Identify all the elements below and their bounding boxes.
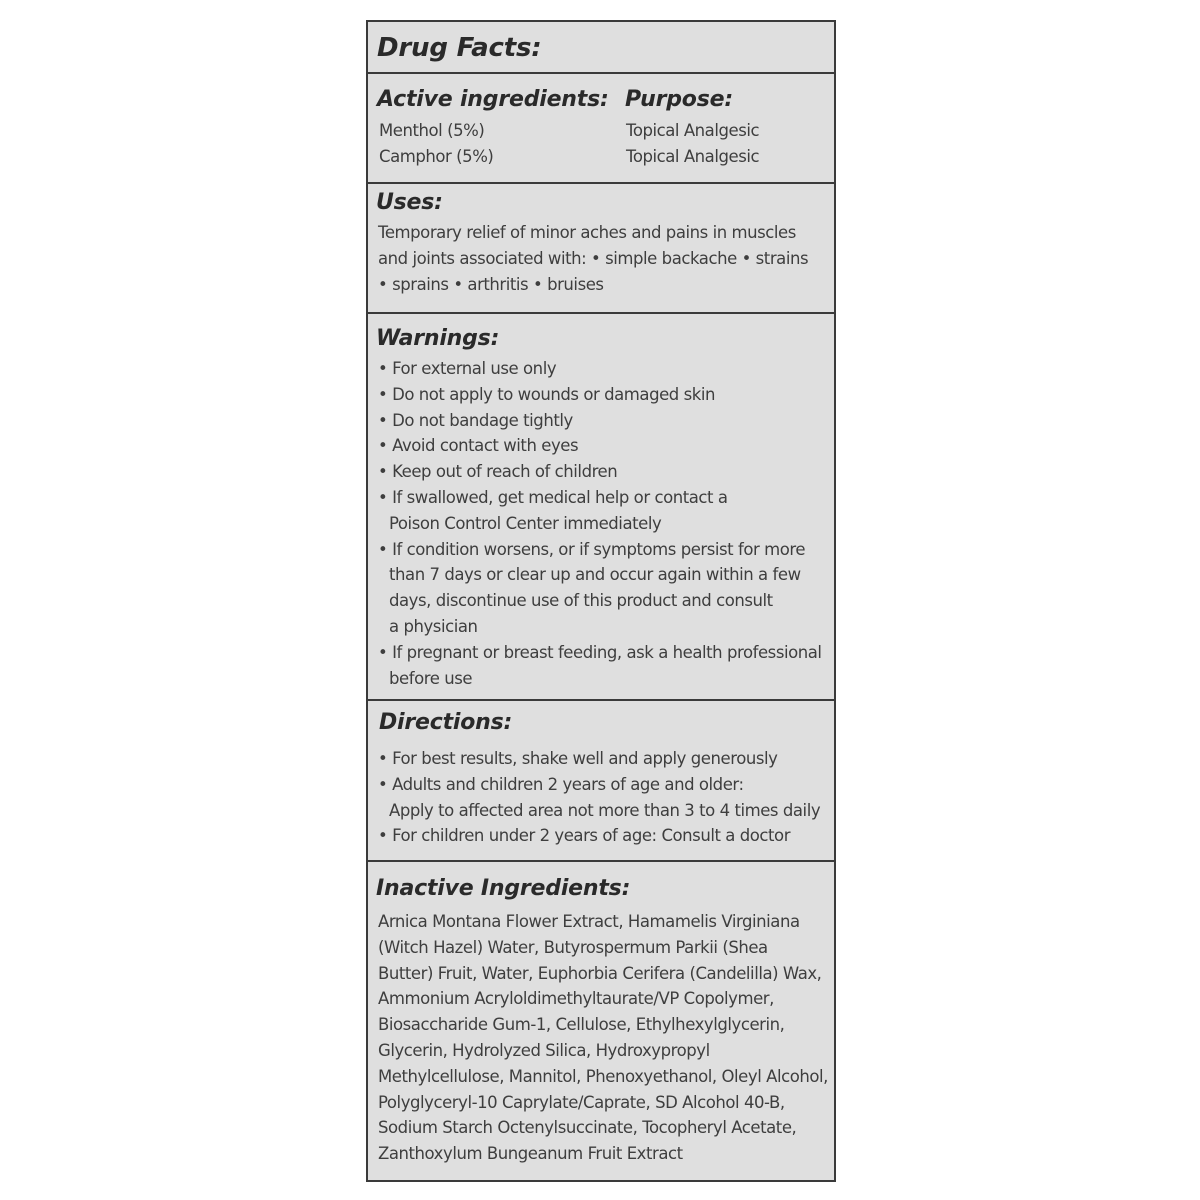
- purpose-heading: Purpose:: [625, 87, 733, 112]
- directions-heading: Directions:: [379, 710, 513, 735]
- direction-item: • Adults and children 2 years of age and older:: [378, 774, 744, 794]
- active-ingredients-section: [368, 74, 834, 184]
- direction-item-continued: Apply to affected area not more than 3 to 4 times daily: [389, 800, 821, 820]
- inactive-line: Biosaccharide Gum-1, Cellulose, Ethylhexylglycerin,: [378, 1015, 785, 1035]
- warning-item: • Do not bandage tightly: [378, 410, 573, 430]
- warnings-heading: Warnings:: [376, 326, 500, 351]
- warning-item: • Keep out of reach of children: [378, 462, 618, 482]
- inactive-ingredients-heading: Inactive Ingredients:: [376, 876, 631, 901]
- active-ingredients-heading: Active ingredients:: [377, 87, 609, 112]
- ingredient-list: [379, 118, 493, 170]
- directions-section: [368, 701, 834, 862]
- warning-item-continued: Poison Control Center immediately: [389, 513, 662, 533]
- uses-heading: Uses:: [376, 190, 443, 215]
- page-title: Drug Facts:: [377, 33, 542, 63]
- warning-item-continued: a physician: [389, 616, 478, 636]
- inactive-ingredients-section: [368, 862, 834, 1180]
- purpose-list: [626, 118, 759, 170]
- warnings-list: [378, 356, 822, 691]
- direction-item: • For children under 2 years of age: Consult a doctor: [378, 826, 791, 846]
- inactive-line: Sodium Starch Octenylsuccinate, Tocopheryl Acetate,: [378, 1118, 797, 1138]
- uses-section: [368, 184, 834, 314]
- warnings-section: [368, 314, 834, 701]
- warning-item-continued: before use: [389, 668, 473, 688]
- title-section: [368, 22, 834, 74]
- inactive-ingredients-text: [378, 909, 828, 1167]
- uses-line: Temporary relief of minor aches and pains in muscles: [378, 223, 796, 242]
- purpose-camphor: Topical Analgesic: [626, 146, 760, 166]
- warning-item: • Avoid contact with eyes: [378, 436, 579, 456]
- inactive-line: Glycerin, Hydrolyzed Silica, Hydroxypropyl: [378, 1040, 710, 1060]
- warning-item: • If swallowed, get medical help or contact a: [378, 487, 728, 507]
- ingredient-camphor: Camphor (5%): [379, 146, 494, 166]
- warning-item: • If condition worsens, or if symptoms persist for more: [378, 539, 806, 559]
- uses-text: [378, 220, 808, 297]
- inactive-line: Polyglyceryl-10 Caprylate/Caprate, SD Alcohol 40-B,: [378, 1092, 785, 1112]
- inactive-line: Arnica Montana Flower Extract, Hamamelis Virginiana: [378, 912, 800, 931]
- inactive-line: Ammonium Acryloldimethyltaurate/VP Copolymer,: [378, 989, 774, 1009]
- directions-list: [378, 746, 820, 849]
- warning-item-continued: days, discontinue use of this product and consult: [389, 591, 773, 611]
- inactive-line: Butter) Fruit, Water, Euphorbia Cerifera (Candelilla) Wax,: [378, 963, 822, 983]
- warning-item: • For external use only: [378, 359, 557, 378]
- purpose-menthol: Topical Analgesic: [626, 121, 760, 140]
- warning-item: • If pregnant or breast feeding, ask a health professional: [378, 642, 822, 662]
- inactive-line: (Witch Hazel) Water, Butyrospermum Parkii (Shea: [378, 937, 768, 957]
- warning-item-continued: than 7 days or clear up and occur again within a few: [389, 565, 801, 585]
- uses-line: • sprains • arthritis • bruises: [378, 274, 604, 294]
- inactive-line: Zanthoxylum Bungeanum Fruit Extract: [378, 1144, 683, 1164]
- warning-item: • Do not apply to wounds or damaged skin: [378, 384, 715, 404]
- direction-item: • For best results, shake well and apply generously: [378, 749, 778, 768]
- uses-line: and joints associated with: • simple backache • strains: [378, 248, 809, 268]
- inactive-line: Methylcellulose, Mannitol, Phenoxyethanol, Oleyl Alcohol,: [378, 1066, 828, 1086]
- drug-facts-panel: [366, 20, 836, 1182]
- ingredient-menthol: Menthol (5%): [379, 121, 485, 140]
